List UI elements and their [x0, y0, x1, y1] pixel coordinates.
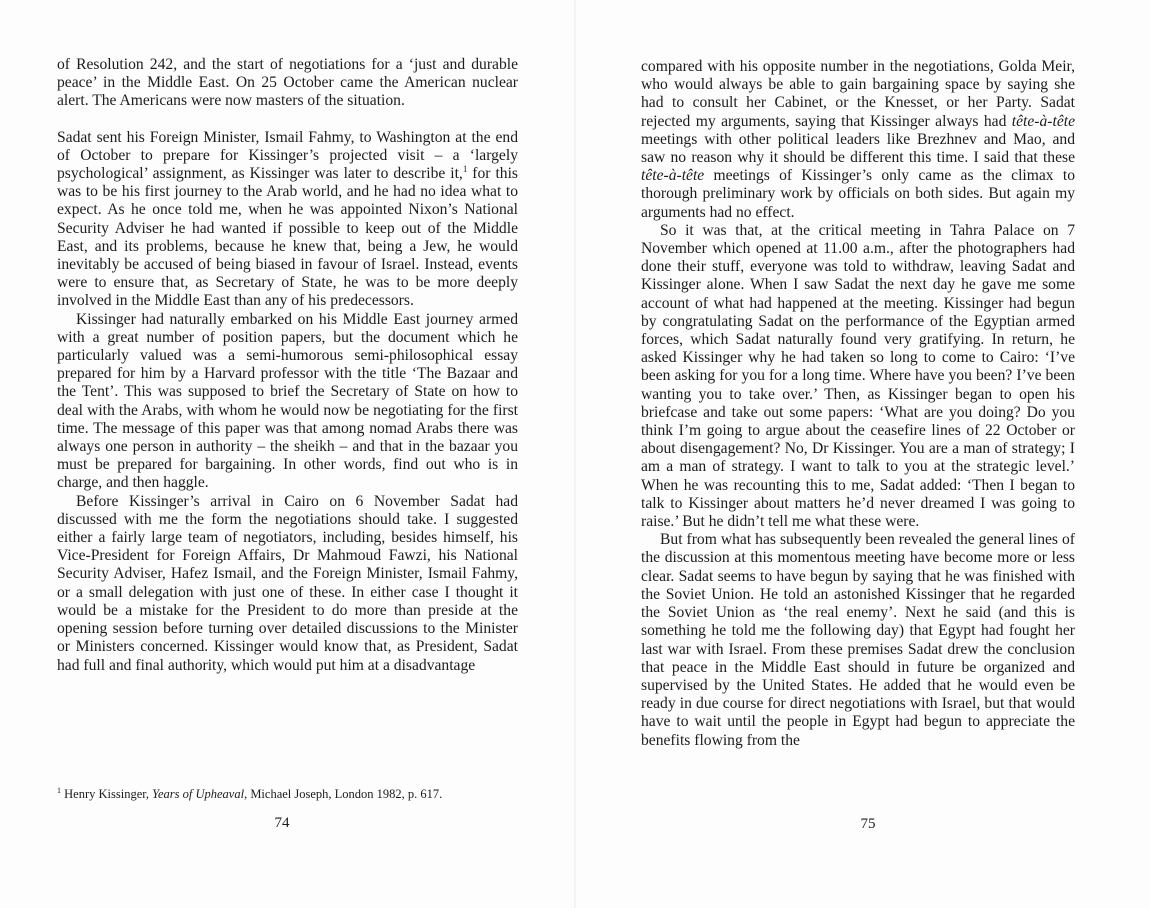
- page-number-right: 75: [860, 816, 876, 832]
- right-paragraph-1-part-b: meetings with other political leaders like Brezhnev and Mao, and saw no reason why it should be different this time. I said that these: [641, 130, 1075, 167]
- italic-tete-a-tete-2: tête-à-tête: [641, 167, 705, 185]
- left-paragraph-2-continued: for this was to be his first journey to the Arab world, and he had no idea what to expect. As he once told me, when he was appointed Nixon’s National Security Adviser he had wanted if possible to keep out of the Middle East, and its problems, because he knew that, being a Jew, he would inevitably be accused of being biased in favour of Israel. Instead, events were to ensure that, as Secretary of State, he was to be more deeply involved in the Middle East than any of his predecessors.: [57, 165, 518, 310]
- left-paragraph-3: Kissinger had naturally embarked on his Middle East journey armed with a great number of position papers, but the document which he particularly valued was a semi-humorous semi-philosophical essay prepared for him by a Harvard professor with the title ‘The Bazaar and the Tent’. This was supposed to brief the Secretary of State on how to deal with the Arabs, with whom he would now be negotiating for the first time. The message of this paper was that among nomad Arabs there was always one person in authority – the sheikh – and that in the bazaar you must be prepared for bargaining. In other words, find out who is in charge, and then haggle.: [57, 310, 518, 492]
- footnote: [57, 787, 527, 802]
- left-paragraph-4: Before Kissinger’s arrival in Cairo on 6 November Sadat had discussed with me the form the negotiations should take. I suggested either a fairly large team of negotiators, including, besides himself, his Vice-President for Foreign Affairs, Dr Mahmoud Fawzi, his National Security Adviser, Hafez Ismail, and the Foreign Minister, Ismail Fahmy, or a small delegation with just one of these. In either case I thought it would be a mistake for the President to do more than preside at the opening session before turning over detailed discussions to the Minister or Ministers concerned. Kissinger would know that, as President, Sadat had full and final authority, which would put him at a disadvantage: [57, 492, 518, 674]
- footnote-reference: 1: [462, 163, 468, 174]
- left-page-body: [57, 56, 518, 675]
- italic-tete-a-tete-1: tête-à-tête: [1011, 112, 1075, 130]
- right-page: [575, 0, 1150, 908]
- right-paragraph-1: [641, 58, 1075, 222]
- footnote-mark: 1: [57, 785, 61, 795]
- right-page-body: [641, 58, 1075, 750]
- left-paragraph-2-start: Sadat sent his Foreign Minister, Ismail Fahmy, to Washington at the end of October to prepare for Kissinger’s projected visit – a ‘largely psychological’ assignment, as Kissinger was later to describe it,: [57, 128, 518, 183]
- left-paragraph-2: [57, 129, 518, 311]
- left-paragraph-1: of Resolution 242, and the start of negotiations for a ‘just and durable peace’ in the Middle East. On 25 October came the American nuclear alert. The Americans were now masters of the situation.: [57, 56, 518, 110]
- footnote-book-title: Years of Upheaval: [152, 787, 245, 801]
- footnote-text-before: Henry Kissinger,: [61, 787, 153, 801]
- right-paragraph-3: But from what has subsequently been revealed the general lines of the discussion at this momentous meeting have become more or less clear. Sadat seems to have begun by saying that he was finished with the Soviet Union. He told an astonished Kissinger that he regarded the Soviet Union as ‘the real enemy’. Next he said (and this is something he told me the following day) that Egypt had fought her last war with Israel. From these premises Sadat drew the conclusion that peace in the Middle East should in future be organized and supervised by the United States. He added that he would even be ready in due course for direct negotiations with Israel, but that would have to wait until the people in Egypt had begun to appreciate the benefits flowing from the: [641, 531, 1075, 749]
- footnote-text-after: , Michael Joseph, London 1982, p. 617.: [244, 787, 443, 801]
- page-number-left: 74: [274, 815, 290, 831]
- right-paragraph-1-part-a: compared with his opposite number in the negotiations, Golda Meir, who would always be able to gain bargaining space by saying she had to consult her Cabinet, or the Knesset, or her Party. Sadat rejected my arguments, saying that Kissinger always had: [641, 58, 1075, 130]
- right-paragraph-2: So it was that, at the critical meeting in Tahra Palace on 7 November which opened at 11.00 a.m., after the photographers had done their stuff, everyone was told to withdraw, leaving Sadat and Kissinger alone. When I saw Sadat the next day he gave me some account of what had happened at the meeting. Kissinger had begun by congratulating Sadat on the performance of the Egyptian armed forces, which Sadat naturally found very gratifying. In return, he asked Kissinger why he had taken so long to come to Cairo: ‘I’ve been asking for you for a long time. Where have you been? I’ve been wanting you to take over.’ Then, as Kissinger began to open his briefcase and take out some papers: ‘What are you doing? Do you think I’m going to argue about the ceasefire lines of 22 October or about disengagement? No, Dr Kissinger. You are a man of strategy; I am a man of strategy. I want to talk to you at the strategic level.’ When he was recounting this to me, Sadat added: ‘Then I began to talk to Kissinger about matters he’d never dreamed I was going to raise.’ But he didn’t tell me what these were.: [641, 221, 1075, 531]
- right-paragraph-1-part-c: meetings of Kissinger’s only came as the climax to thorough preliminary work by officials on both sides. But again my arguments had no effect.: [641, 167, 1075, 221]
